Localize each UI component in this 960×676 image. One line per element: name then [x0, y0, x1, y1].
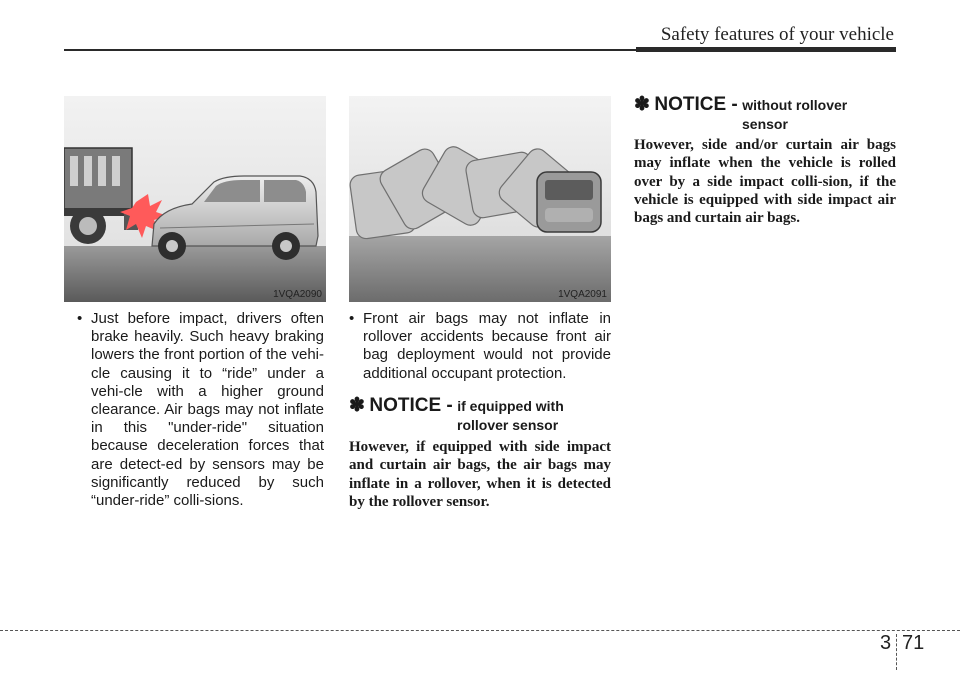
rollover-illustration	[349, 96, 611, 302]
figure-code-label: 1VQA2090	[273, 289, 322, 300]
footer-rule	[0, 630, 960, 631]
figure-rollover	[349, 96, 611, 302]
figure-underride	[64, 96, 326, 302]
rollover-text: Front air bags may not inflate in rollover accidents because front air bag deployment would not provide additional occupant protection.	[363, 310, 611, 382]
notice-subtitle: without rollover	[742, 97, 848, 113]
bullet-marker: •	[349, 310, 355, 327]
notice-subtitle-cont: rollover sensor	[457, 417, 559, 433]
notice-body-with-sensor: However, if equipped with side impact and curtain air bags, the air bags may inflate in a rollover, when it is detected by the rollover sensor.	[349, 439, 611, 510]
notice-symbol: ✽	[634, 94, 650, 115]
header-rule-accent	[636, 47, 896, 52]
notice-subtitle: if equipped with	[457, 398, 564, 414]
figure-code-label: 1VQA2091	[558, 289, 607, 300]
notice-subtitle-cont: sensor	[742, 116, 788, 132]
notice-heading-with-sensor	[349, 394, 611, 434]
chapter-number: 3	[880, 632, 892, 654]
page-number: 71	[902, 632, 925, 654]
notice-body-without-sensor: However, side and/or curtain air bags may inflate when the vehicle is rolled over by a side impact colli-sion, if the vehicle is equipped with side impact air bags and curtain air bags.	[634, 137, 896, 227]
notice-title: NOTICE -	[369, 395, 453, 416]
underride-illustration	[64, 96, 326, 302]
underride-text: Just before impact, drivers often brake heavily. Such heavy braking lowers the front portion of the vehi-cle causing it to “ride” under a vehi-cle with a higher ground clearance. Air bags may not inflate in this "under-ride" situation because deceleration forces that are detect-ed by sensors may be significantly reduced by such “under-ride” colli-sions.	[91, 310, 324, 510]
page-number-divider	[896, 634, 897, 670]
rollover-bullet	[349, 310, 611, 383]
notice-title: NOTICE -	[654, 94, 738, 115]
bullet-marker: •	[77, 310, 83, 327]
page-header-title: Safety features of your vehicle	[660, 24, 894, 45]
underride-bullet	[77, 310, 324, 510]
notice-heading-without-sensor	[634, 93, 896, 133]
notice-symbol: ✽	[349, 395, 365, 416]
